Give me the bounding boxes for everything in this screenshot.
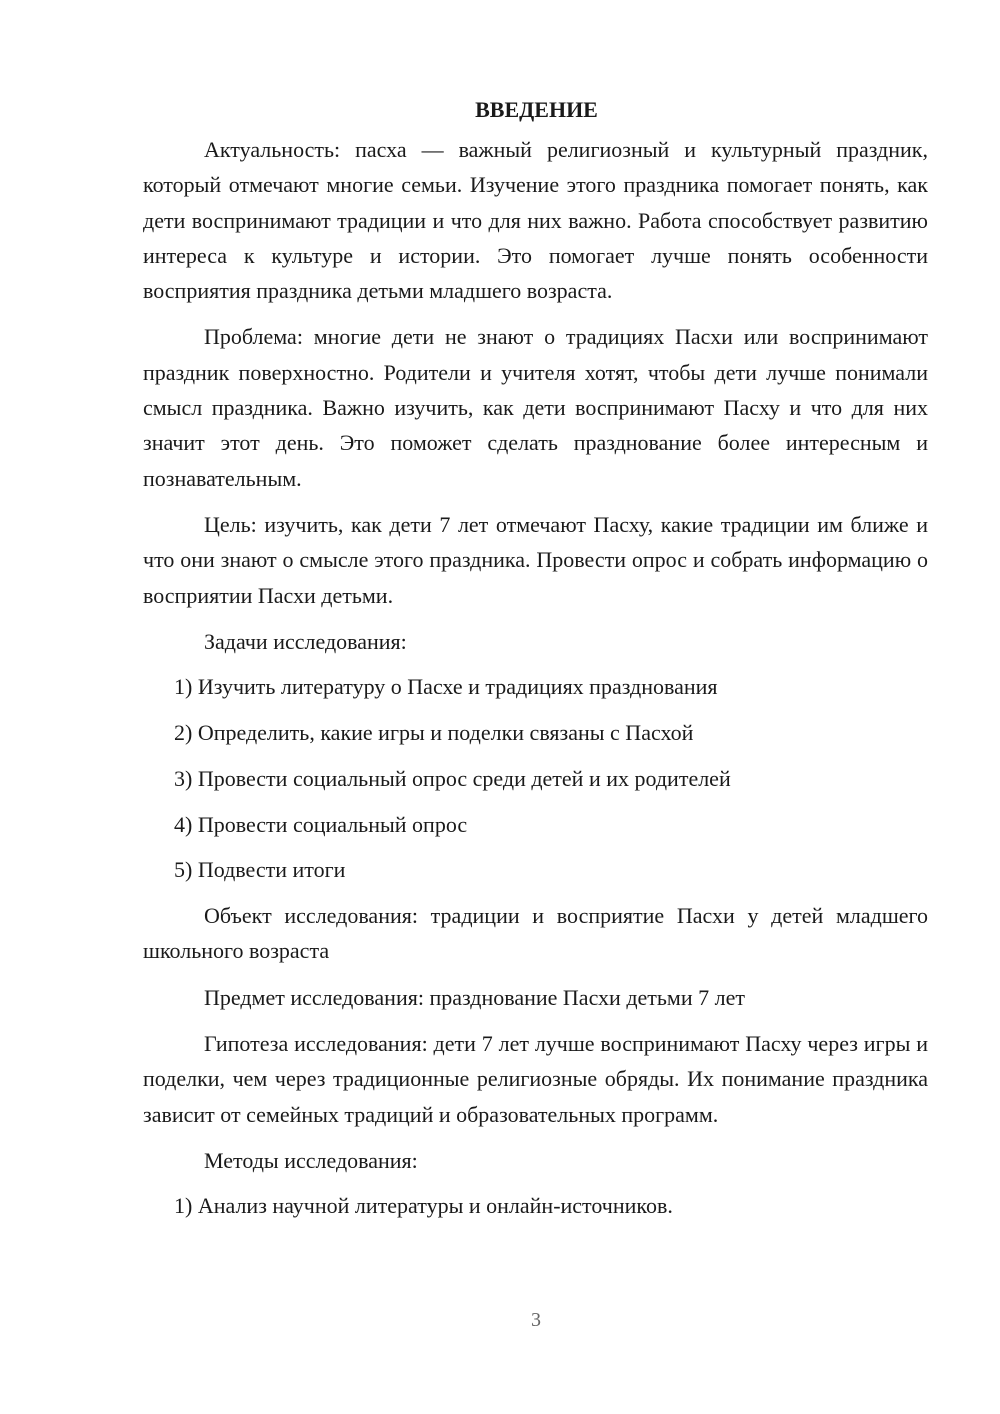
problem-paragraph: Проблема: многие дети не знают о традициях Пасхи или воспринимают праздник поверхностно. Родители и учителя хотят, чтобы дети лучше понимали смысл праздника. Важно изучить, как дети воспринимают Пасху и что для них значит этот день. Это поможет сделать празднование более интересным и познавательным. — [143, 324, 928, 491]
page-title: ВВЕДЕНИЕ — [475, 97, 598, 122]
subject-paragraph: Предмет исследования: празднование Пасхи детьми 7 лет — [204, 984, 745, 1010]
hypothesis-paragraph: Гипотеза исследования: дети 7 лет лучше воспринимают Пасху через игры и поделки, чем через традиционные религиозные обряды. Их понимание праздника зависит от семейных традиций и образовательных программ. — [143, 1031, 928, 1127]
methods-label: Методы исследования: — [204, 1147, 418, 1173]
list-item: 1) Анализ научной литературы и онлайн-источников. — [174, 1193, 673, 1219]
object-paragraph: Объект исследования: традиции и восприятие Пасхи у детей младшего школьного возраста — [143, 903, 928, 964]
relevance-paragraph: Актуальность: пасха — важный религиозный и культурный праздник, который отмечают многие семьи. Изучение этого праздника помогает понять, как дети воспринимают традиции и что для них важно. Работа способствует развитию интереса к культуре и истории. Это помогает лучше понять особенности восприятия праздника детьми младшего возраста. — [143, 137, 928, 304]
methods-list — [143, 1188, 928, 1223]
tasks-label: Задачи исследования: — [204, 628, 407, 654]
goal-paragraph: Цель: изучить, как дети 7 лет отмечают Пасху, какие традиции им ближе и что они знают о смысле этого праздника. Провести опрос и собрать информацию о восприятии Пасхи детьми. — [143, 511, 928, 608]
page-number: 3 — [531, 1309, 541, 1331]
list-item: 1) Изучить литературу о Пасхе и традициях празднования — [174, 674, 718, 700]
list-item: 2) Определить, какие игры и поделки связаны с Пасхой — [174, 719, 694, 745]
page-content — [143, 92, 928, 1234]
list-item: 3) Провести социальный опрос среди детей и их родителей — [174, 765, 731, 791]
tasks-list — [143, 669, 928, 887]
list-item: 4) Провести социальный опрос — [174, 811, 468, 837]
list-item: 5) Подвести итоги — [174, 857, 346, 883]
